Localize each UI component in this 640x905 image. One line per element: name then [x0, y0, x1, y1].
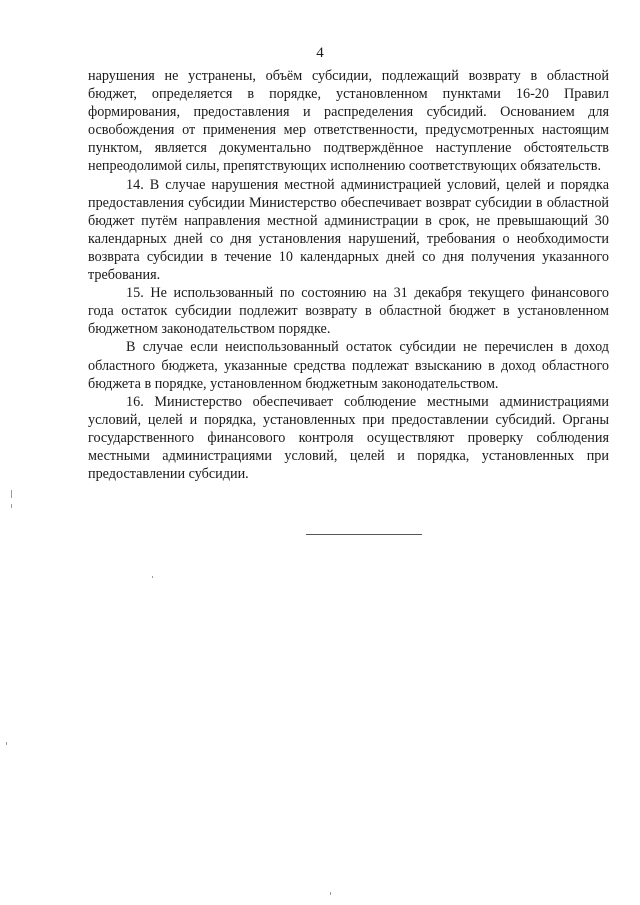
scan-mark — [11, 504, 12, 508]
paragraph-item-15-continuation: В случае если неиспользованный остаток субсидии не перечислен в доход областного бюджета, указанные средства подлежат взысканию в доход областного бюджета в порядке, установленном бюджетным законодательством. — [88, 339, 609, 392]
paragraph-item-16: 16. Министерство обеспечивает соблюдение местными администрациями условий, целей и порядка, установленных при предоставлении субсидий. Органы государственного финансового контроля осуществляют проверку соблюдения местными администрациями условий, целей и порядка, установленных при предоставлении субсидии. — [88, 393, 609, 483]
paragraph-item-15: 15. Не использованный по состоянию на 31 декабря текущего финансового года остаток субсидии подлежит возврату в областной бюджет в установленном бюджетном законодательством порядке. — [88, 285, 609, 338]
page-number: 4 — [316, 45, 324, 61]
scan-mark — [330, 892, 331, 895]
scan-mark — [152, 576, 153, 578]
scan-mark — [11, 490, 12, 498]
paragraph-continuation: нарушения не устранены, объём субсидии, подлежащий возврату в областной бюджет, определяется в порядке, установленном пунктами 16-20 Правил формирования, предоставления и распределения субсидий. Основанием для освобождения от применения мер ответственности, предусмотренных настоящим пунктом, является документально подтверждённое наступление обстоятельств непреодолимой силы, препятствующих исполнению соответствующих обязательств. — [88, 68, 609, 175]
scan-mark — [6, 742, 7, 745]
document-body — [88, 67, 609, 483]
paragraph-item-14: 14. В случае нарушения местной администрацией условий, целей и порядка предоставления субсидии Министерство обеспечивает возврат субсидии в областной бюджет путём направления местной администрации в срок, не превышающий 30 календарных дней со дня установления нарушений, требования о необходимости возврата субсидии в течение 10 календарных дней со дня получения указанного требования. — [88, 176, 609, 284]
end-separator-line — [306, 534, 422, 535]
